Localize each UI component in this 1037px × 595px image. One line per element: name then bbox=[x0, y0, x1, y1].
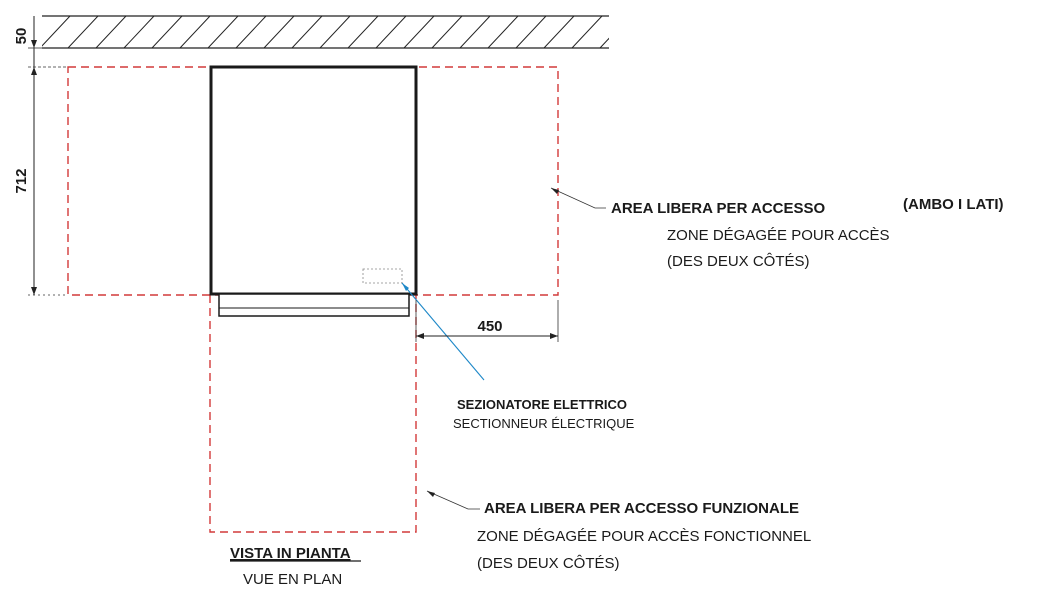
view-title-fr: VUE EN PLAN bbox=[243, 571, 343, 588]
front-area-label-it: AREA LIBERA PER ACCESSO FUNZIONALE bbox=[484, 500, 800, 517]
hatch-line bbox=[180, 16, 210, 48]
side-area-label-fr-1: ZONE DÉGAGÉE POUR ACCÈS bbox=[667, 227, 890, 244]
hatch-line bbox=[208, 16, 238, 48]
hatch-line bbox=[404, 16, 434, 48]
hatch-line bbox=[68, 16, 98, 48]
side-area-leader bbox=[551, 188, 606, 208]
view-title-it: VISTA IN PIANTA bbox=[230, 545, 351, 562]
machine-body bbox=[211, 67, 416, 294]
vertical-dimension bbox=[28, 16, 68, 295]
hatch-line bbox=[376, 16, 406, 48]
front-clearance-area bbox=[210, 295, 416, 532]
front-area-label-fr-1: ZONE DÉGAGÉE POUR ACCÈS FONCTIONNEL bbox=[477, 528, 812, 545]
hatch-line bbox=[40, 16, 70, 48]
hatch-line bbox=[96, 16, 126, 48]
machine-front-panel bbox=[219, 294, 409, 316]
front-area-leader-arrow bbox=[427, 491, 435, 497]
hatch-line bbox=[236, 16, 266, 48]
dim-side-clearance: 450 bbox=[477, 318, 503, 335]
hatch-line bbox=[544, 16, 574, 48]
side-area-label-it: AREA LIBERA PER ACCESSO bbox=[611, 200, 826, 217]
front-area-leader bbox=[427, 491, 480, 509]
hatch-line bbox=[124, 16, 154, 48]
hatch-line bbox=[264, 16, 294, 48]
dim-wall-gap: 50 bbox=[13, 27, 30, 45]
hatch-line bbox=[600, 16, 630, 48]
hatch-line bbox=[432, 16, 462, 48]
wall-hatch bbox=[40, 16, 658, 48]
hatch-line bbox=[348, 16, 378, 48]
hatch-line bbox=[460, 16, 490, 48]
side-area-label-note: (AMBO I LATI) bbox=[903, 196, 1004, 213]
hatch-line bbox=[516, 16, 546, 48]
hatch-line bbox=[152, 16, 182, 48]
front-area-label-fr-2: (DES DEUX CÔTÉS) bbox=[477, 555, 620, 572]
disconnector-label-it: SEZIONATORE ELETTRICO bbox=[457, 397, 627, 412]
hatch-line bbox=[628, 16, 658, 48]
dim-depth: 712 bbox=[13, 168, 30, 194]
hatch-line bbox=[572, 16, 602, 48]
disconnector-leader bbox=[402, 283, 484, 380]
hatch-line bbox=[488, 16, 518, 48]
hatch-line bbox=[292, 16, 322, 48]
hatch-line bbox=[320, 16, 350, 48]
disconnector-label-fr: SECTIONNEUR ÉLECTRIQUE bbox=[453, 416, 635, 431]
side-area-label-fr-2: (DES DEUX CÔTÉS) bbox=[667, 253, 810, 270]
